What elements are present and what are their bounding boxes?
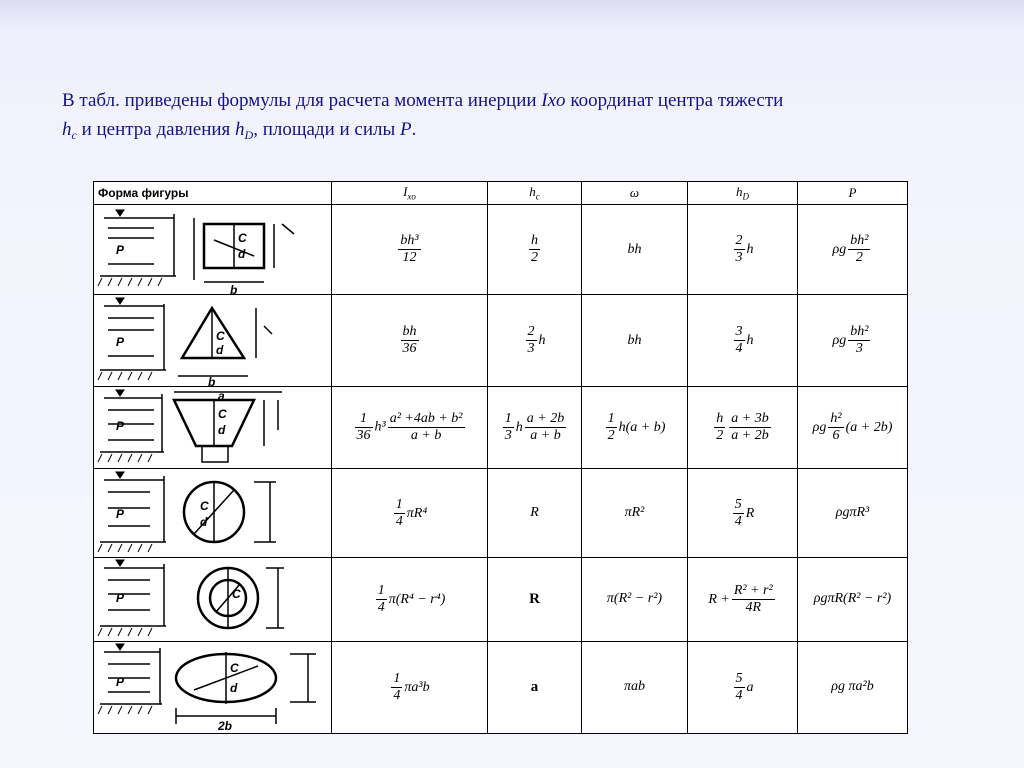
- hc-cell: a: [488, 641, 582, 733]
- fig-label-d: d: [218, 422, 226, 437]
- hd-cell: $\frac{h}{2}$ $\frac{a + 3b}{a + 2b}$: [688, 387, 798, 469]
- figure-circle: [94, 469, 332, 557]
- omega-cell: π(R² − r²): [582, 557, 688, 641]
- p-cell: ρg $\frac{\text{h²}}{6}$ (a + 2b): [798, 387, 908, 469]
- fig-label-p: P: [116, 507, 125, 522]
- hd-cell: $\frac{5}{4}$ a: [688, 641, 798, 733]
- top-band: [0, 0, 1024, 30]
- hd-cell: $\frac{2}{3}$ h: [688, 205, 798, 295]
- formula-table: [93, 181, 908, 734]
- p-cell: ρg $\frac{\text{bh²}}{3}$: [798, 295, 908, 387]
- fig-label-d: d: [238, 246, 246, 261]
- hc-cell: R: [488, 557, 582, 641]
- ixo-cell: $\frac{\text{bh³}}{12}$: [332, 205, 488, 295]
- hc-cell: R: [488, 469, 582, 557]
- hc-cell: $\frac{h}{2}$: [488, 205, 582, 295]
- fig-label-p: P: [116, 242, 125, 257]
- omega-cell: $\frac{1}{2}$ h(a + b): [582, 387, 688, 469]
- header-hc: $h_c$: [488, 182, 582, 205]
- table-row: [94, 295, 908, 387]
- p-cell: ρgπR³: [798, 469, 908, 557]
- p-cell: ρgπR(R² − r²): [798, 557, 908, 641]
- table-row: [94, 205, 908, 295]
- fig-label-a: a: [218, 388, 225, 403]
- header-hd: $h_D$: [688, 182, 798, 205]
- ixo-cell: $\frac{1}{4}$ π(R⁴ − r⁴): [332, 557, 488, 641]
- hc-cell: $\frac{2}{3}$ h: [488, 295, 582, 387]
- intro-hc-sub: c: [71, 128, 77, 142]
- ixo-cell: $\frac{1}{4}$ πR⁴: [332, 469, 488, 557]
- fig-label-p: P: [116, 334, 125, 349]
- intro-text-1: В табл. приведены формулы для расчета момента инерции: [62, 90, 542, 111]
- hd-cell: $\frac{3}{4}$ h: [688, 295, 798, 387]
- table-row: [94, 387, 908, 469]
- intro-text-2: координат центра тяжести: [565, 90, 784, 111]
- fig-label-c: C: [216, 328, 225, 343]
- table-row: [94, 641, 908, 733]
- ixo-cell: $\frac{1}{36}$ h³ $\frac{\text{a² +4ab + b²}}{a + b}$: [332, 387, 488, 469]
- figure-trapezoid: [94, 387, 332, 469]
- fig-label-b: b: [208, 374, 216, 386]
- ixo-cell: $\frac{1}{4}$ πa³b: [332, 641, 488, 733]
- intro-p: P: [400, 119, 412, 140]
- intro-text-end: .: [411, 119, 417, 140]
- p-cell: ρg πa²b: [798, 641, 908, 733]
- p-cell: ρg $\frac{\text{bh²}}{2}$: [798, 205, 908, 295]
- hd-cell: $\frac{5}{4}$ R: [688, 469, 798, 557]
- fig-label-c: C: [200, 499, 209, 514]
- intro-hc: h: [62, 119, 72, 140]
- header-omega: ω: [582, 182, 688, 205]
- fig-label-c: C: [218, 406, 227, 421]
- fig-label-d: d: [200, 515, 208, 530]
- fig-label-c: C: [232, 587, 241, 602]
- header-p: P: [798, 182, 908, 205]
- figure-ring: [94, 557, 332, 641]
- omega-cell: πR²: [582, 469, 688, 557]
- header-ixo: $I_{xo}$: [332, 182, 488, 205]
- figure-ellipse: [94, 641, 332, 733]
- fig-label-c: C: [230, 661, 239, 676]
- omega-cell: bh: [582, 295, 688, 387]
- fig-label-p: P: [116, 591, 125, 606]
- fig-label-p: P: [116, 675, 125, 690]
- hd-cell: R + $\frac{\text{R² + r²}}{4R}$: [688, 557, 798, 641]
- fig-label-c: C: [238, 230, 247, 245]
- ixo-cell: $\frac{bh}{36}$: [332, 295, 488, 387]
- omega-cell: bh: [582, 205, 688, 295]
- figure-triangle: [94, 295, 332, 387]
- fig-label-d: d: [216, 342, 224, 357]
- table-row: [94, 469, 908, 557]
- fig-label-2b: 2b: [218, 719, 233, 733]
- table-row: [94, 557, 908, 641]
- figure-rectangle: [94, 205, 332, 295]
- header-shape: Форма фигуры: [94, 182, 332, 205]
- header-row: [94, 182, 908, 205]
- fig-label-b: b: [230, 282, 238, 294]
- fig-label-d: d: [230, 681, 238, 696]
- intro-text-4: , площади и силы: [253, 119, 401, 140]
- intro-text-3: и центра давления: [76, 119, 236, 140]
- omega-cell: πab: [582, 641, 688, 733]
- hc-cell: $\frac{1}{3}$ h $\frac{a + 2b}{a + b}$: [488, 387, 582, 469]
- fig-label-p: P: [116, 418, 125, 433]
- intro-ixo: Ixo: [541, 90, 566, 111]
- intro-hd-sub: D: [244, 128, 254, 142]
- formula-table-wrap: [93, 181, 907, 734]
- intro-paragraph: [62, 86, 982, 144]
- intro-hd: h: [235, 119, 245, 140]
